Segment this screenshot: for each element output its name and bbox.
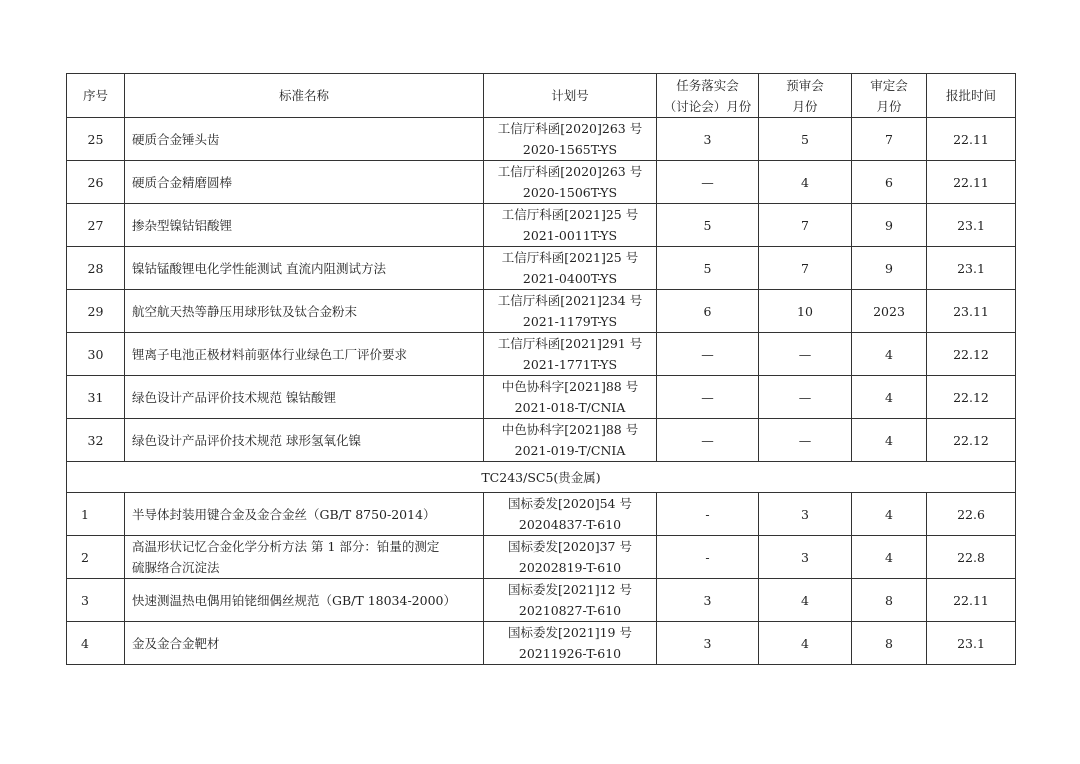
cell-plan: 中色协科字[2021]88 号 2021-018-T/CNIA: [484, 376, 657, 419]
cell-submit: 22.8: [927, 536, 1016, 579]
cell-task: 3: [657, 118, 759, 161]
cell-task: —: [657, 376, 759, 419]
table-row: [67, 161, 1016, 204]
cell-pre: 4: [759, 161, 852, 204]
cell-review: 9: [852, 204, 927, 247]
cell-task: -: [657, 536, 759, 579]
cell-task: -: [657, 493, 759, 536]
cell-task: —: [657, 333, 759, 376]
cell-task: 3: [657, 622, 759, 665]
cell-name: 绿色设计产品评价技术规范 球形氢氧化镍: [125, 419, 484, 462]
cell-seq: 3: [67, 579, 125, 622]
cell-pre: 4: [759, 622, 852, 665]
cell-plan: 工信厅科函[2020]263 号 2020-1506T-YS: [484, 161, 657, 204]
cell-plan: 国标委发[2020]37 号 20202819-T-610: [484, 536, 657, 579]
header-task-month: 任务落实会 （讨论会）月份: [657, 74, 759, 118]
cell-submit: 22.11: [927, 161, 1016, 204]
header-seq: 序号: [67, 74, 125, 118]
table-row: [67, 247, 1016, 290]
cell-plan: 工信厅科函[2021]25 号 2021-0400T-YS: [484, 247, 657, 290]
cell-plan: 国标委发[2020]54 号 20204837-T-610: [484, 493, 657, 536]
header-submit-time: 报批时间: [927, 74, 1016, 118]
cell-name: 金及金合金靶材: [125, 622, 484, 665]
cell-pre: 10: [759, 290, 852, 333]
table-row: [67, 376, 1016, 419]
cell-seq: 29: [67, 290, 125, 333]
cell-submit: 23.1: [927, 204, 1016, 247]
cell-review: 6: [852, 161, 927, 204]
cell-seq: 28: [67, 247, 125, 290]
cell-name: 半导体封装用键合金及金合金丝（GB/T 8750-2014）: [125, 493, 484, 536]
cell-review: 9: [852, 247, 927, 290]
cell-submit: 22.6: [927, 493, 1016, 536]
cell-review: 4: [852, 333, 927, 376]
cell-plan: 国标委发[2021]12 号 20210827-T-610: [484, 579, 657, 622]
cell-plan: 中色协科字[2021]88 号 2021-019-T/CNIA: [484, 419, 657, 462]
cell-name: 航空航天热等静压用球形钛及钛合金粉末: [125, 290, 484, 333]
cell-review: 4: [852, 376, 927, 419]
cell-name: 高温形状记忆合金化学分析方法 第 1 部分：铂量的测定 硫脲络合沉淀法: [125, 536, 484, 579]
table-row: [67, 536, 1016, 579]
cell-task: 6: [657, 290, 759, 333]
cell-pre: 7: [759, 247, 852, 290]
cell-task: —: [657, 419, 759, 462]
cell-pre: 4: [759, 579, 852, 622]
cell-review: 8: [852, 622, 927, 665]
cell-seq: 25: [67, 118, 125, 161]
cell-pre: 7: [759, 204, 852, 247]
cell-pre: 3: [759, 536, 852, 579]
header-review-month: 审定会 月份: [852, 74, 927, 118]
table-row: [67, 118, 1016, 161]
cell-seq: 2: [67, 536, 125, 579]
header-name: 标准名称: [125, 74, 484, 118]
cell-seq: 4: [67, 622, 125, 665]
cell-submit: 23.11: [927, 290, 1016, 333]
table-row: [67, 204, 1016, 247]
cell-name: 掺杂型镍钴铝酸锂: [125, 204, 484, 247]
table-row: [67, 419, 1016, 462]
cell-name: 硬质合金精磨圆棒: [125, 161, 484, 204]
cell-plan: 国标委发[2021]19 号 20211926-T-610: [484, 622, 657, 665]
cell-submit: 22.12: [927, 333, 1016, 376]
table-row: [67, 579, 1016, 622]
cell-task: —: [657, 161, 759, 204]
cell-pre: 5: [759, 118, 852, 161]
cell-seq: 1: [67, 493, 125, 536]
table-row: [67, 290, 1016, 333]
header-plan: 计划号: [484, 74, 657, 118]
cell-submit: 22.12: [927, 419, 1016, 462]
table-row: [67, 622, 1016, 665]
cell-name: 硬质合金锤头齿: [125, 118, 484, 161]
cell-seq: 31: [67, 376, 125, 419]
header-pre-review-month: 预审会 月份: [759, 74, 852, 118]
cell-submit: 22.11: [927, 579, 1016, 622]
table-header-row: [67, 74, 1016, 118]
cell-plan: 工信厅科函[2020]263 号 2020-1565T-YS: [484, 118, 657, 161]
cell-plan: 工信厅科函[2021]291 号 2021-1771T-YS: [484, 333, 657, 376]
cell-seq: 27: [67, 204, 125, 247]
section-row: [67, 462, 1016, 493]
cell-pre: 3: [759, 493, 852, 536]
cell-task: 3: [657, 579, 759, 622]
cell-seq: 26: [67, 161, 125, 204]
cell-submit: 22.11: [927, 118, 1016, 161]
cell-pre: —: [759, 376, 852, 419]
cell-task: 5: [657, 247, 759, 290]
cell-plan: 工信厅科函[2021]25 号 2021-0011T-YS: [484, 204, 657, 247]
table-row: [67, 493, 1016, 536]
cell-seq: 30: [67, 333, 125, 376]
cell-review: 8: [852, 579, 927, 622]
section-title: TC243/SC5(贵金属): [67, 462, 1016, 493]
cell-task: 5: [657, 204, 759, 247]
cell-name: 快速测温热电偶用铂铑细偶丝规范（GB/T 18034-2000）: [125, 579, 484, 622]
cell-submit: 22.12: [927, 376, 1016, 419]
cell-review: 4: [852, 536, 927, 579]
cell-submit: 23.1: [927, 247, 1016, 290]
table-row: [67, 333, 1016, 376]
cell-seq: 32: [67, 419, 125, 462]
cell-name: 绿色设计产品评价技术规范 镍钴酸锂: [125, 376, 484, 419]
cell-pre: —: [759, 333, 852, 376]
cell-submit: 23.1: [927, 622, 1016, 665]
cell-review: 2023: [852, 290, 927, 333]
cell-review: 7: [852, 118, 927, 161]
cell-plan: 工信厅科函[2021]234 号 2021-1179T-YS: [484, 290, 657, 333]
standards-table: [66, 73, 1016, 665]
cell-name: 镍钴锰酸锂电化学性能测试 直流内阻测试方法: [125, 247, 484, 290]
cell-review: 4: [852, 493, 927, 536]
cell-review: 4: [852, 419, 927, 462]
cell-pre: —: [759, 419, 852, 462]
cell-name: 锂离子电池正极材料前驱体行业绿色工厂评价要求: [125, 333, 484, 376]
